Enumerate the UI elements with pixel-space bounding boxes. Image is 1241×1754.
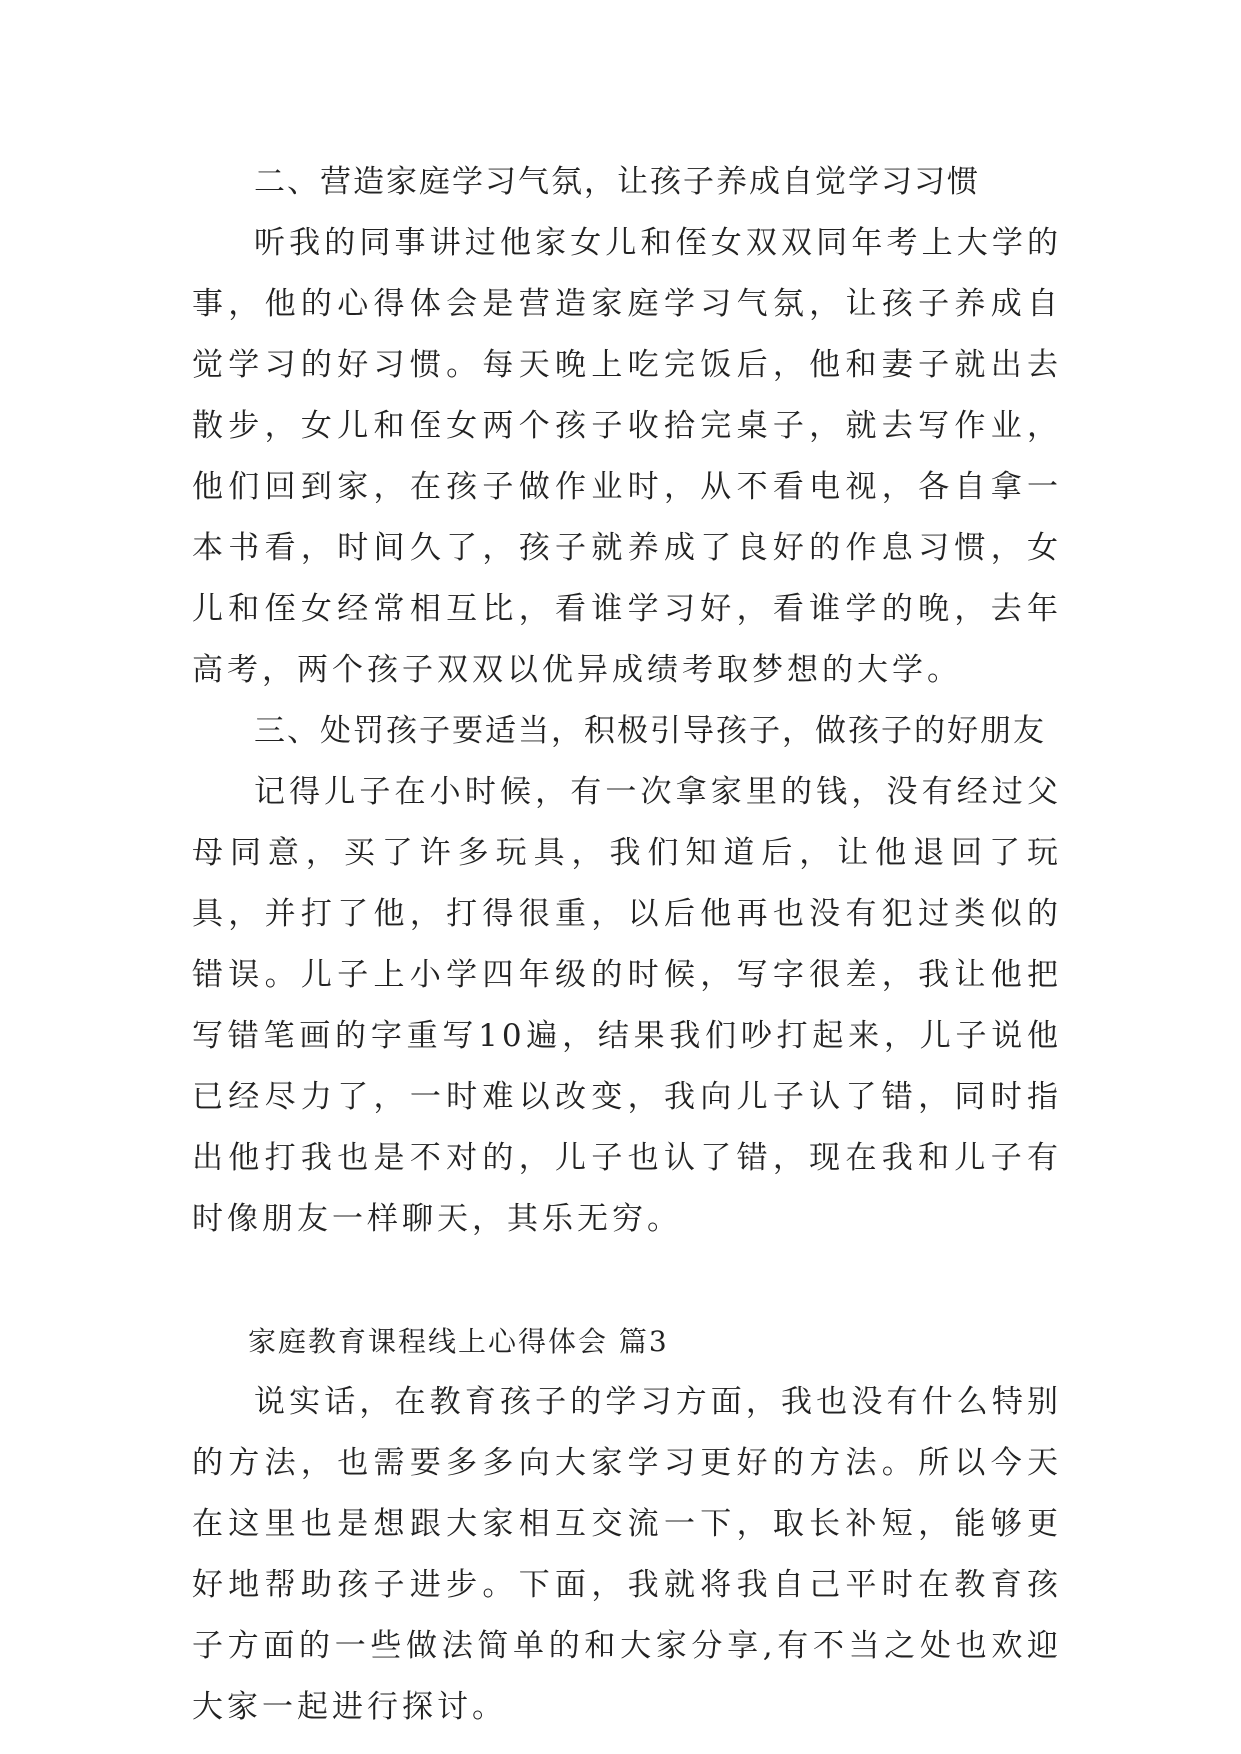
article-section-title: 家庭教育课程线上心得体会 篇3 — [248, 1325, 669, 1358]
heading-section-three: 三、处罚孩子要适当，积极引导孩子，做孩子的好朋友 — [254, 713, 1046, 749]
paragraph-section-three: 记得儿子在小时候，有一次拿家里的钱，没有经过父母同意，买了许多玩具，我们知道后，让他退回了玩具，并打了他，打得很重，以后他再也没有犯过类似的错误。儿子上小学四年级的时候，写字很差，我让他把写错笔画的字重写10遍，结果我们吵打起来，儿子说他已经尽力了，一时难以改变，我向儿子认了错，同时指出他打我也是不对的，儿子也认了错，现在我和儿子有时像朋友一样聊天，其乐无穷。 — [192, 774, 1062, 1237]
section-spacer — [192, 1250, 1062, 1311]
document-body — [192, 152, 1062, 1738]
paragraph-intro: 说实话，在教育孩子的学习方面，我也没有什么特别的方法，也需要多多向大家学习更好的方法。所以今天在这里也是想跟大家相互交流一下，取长补短，能够更好地帮助孩子进步。下面，我就将我自己平时在教育孩子方面的一些做法简单的和大家分享,有不当之处也欢迎大家一起进行探讨。 — [192, 1384, 1062, 1725]
heading-section-two: 二、营造家庭学习气氛，让孩子养成自觉学习习惯 — [254, 164, 980, 200]
paragraph-section-two: 听我的同事讲过他家女儿和侄女双双同年考上大学的事，他的心得体会是营造家庭学习气氛，让孩子养成自觉学习的好习惯。每天晚上吃完饭后，他和妻子就出去散步，女儿和侄女两个孩子收拾完桌子，就去写作业，他们回到家，在孩子做作业时，从不看电视，各自拿一本书看，时间久了，孩子就养成了良好的作息习惯，女儿和侄女经常相互比，看谁学习好，看谁学的晚，去年高考，两个孩子双双以优异成绩考取梦想的大学。 — [192, 225, 1062, 688]
